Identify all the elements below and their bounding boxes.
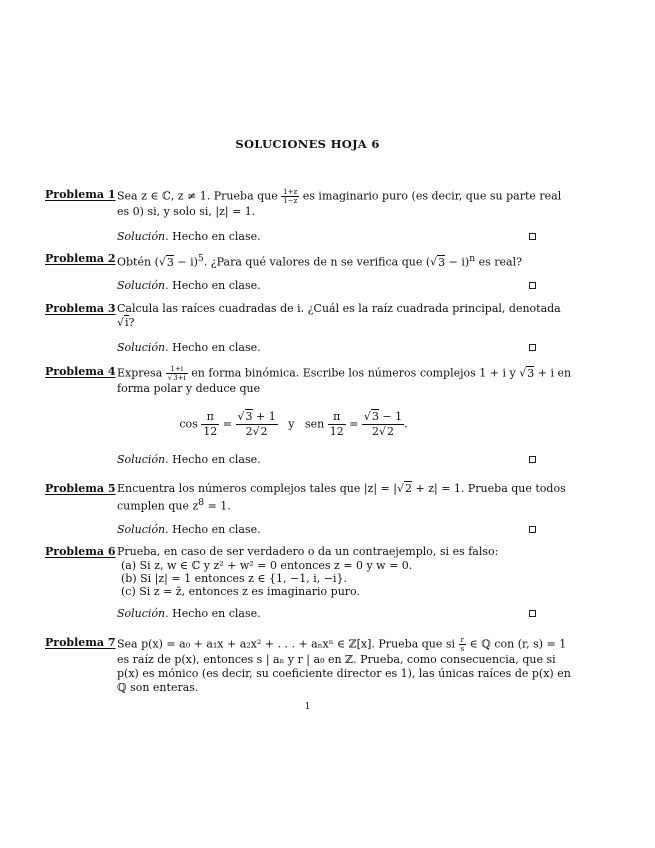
solution: Solución. Hecho en clase. bbox=[117, 279, 540, 293]
problem-statement: Encuentra los números complejos tales que |z| = |√2 + z| = 1. Prueba que todos cumplen que $z^8 = 1$. bbox=[117, 482, 566, 513]
problem-label: Problema 2 bbox=[45, 252, 116, 265]
problem-statement: Calcula las raíces cuadradas de i. ¿Cuál es la raíz cuadrada principal, denotada √i? bbox=[117, 302, 561, 329]
solution: Solución. Hecho en clase. bbox=[117, 341, 540, 355]
problem-label: Problema 7 bbox=[45, 636, 116, 649]
qed-square-icon bbox=[529, 344, 536, 351]
fraction: $\frac{1+z}{1-z}$ bbox=[283, 188, 298, 205]
problem-statement: Sea z ∈ ℂ, z ≠ 1. Prueba que $\frac{1+z}{1-z}$ es imaginario puro (es decir, que su parte real es 0) si, y solo si, |z| = 1. bbox=[117, 188, 562, 218]
problem-2 bbox=[45, 252, 540, 293]
qed-square-icon bbox=[529, 456, 536, 463]
problem-statement: Sea p(x) = a₀ + a₁x + a₂x² + . . . + aₙxⁿ ∈ ℤ[x]. Prueba que si $\frac{r}{s}$ ∈ ℚ con (r, s) = 1 es raíz de p(x), entonces s | aₙ y r | a₀ en ℤ. Prueba, como consecuencia, que si p(x) es mónico (es decir, su coeficiente director es 1), las únicas raíces de p(x) en ℚ son enteras. bbox=[117, 636, 571, 694]
display-equation: cos $\frac{\pi}{12}$ = $\frac{√3 + 1}{2√2}$ y sen $\frac{\pi}{12}$ = $\frac{√3 - 1}{2√2}$ . bbox=[179, 410, 408, 438]
qed-square-icon bbox=[529, 610, 536, 617]
page-title: SOLUCIONES HOJA 6 bbox=[235, 137, 380, 151]
problem-label: Problema 1 bbox=[45, 188, 116, 201]
list-item: (b) Si |z| = 1 entonces z ∈ {1, −1, i, −i}. bbox=[121, 572, 347, 585]
problem-statement: Prueba, en caso de ser verdadero o da un contraejemplo, si es falso: (a) Si z, w ∈ ℂ y z² + w² = 0 entonces z = 0 y w = 0. (b) Si |z| = 1 entonces z ∈ {1, −1, i, −i}. (c) Si z = z̄, entonces z es imaginario puro. bbox=[117, 545, 540, 598]
problem-label: Problema 5 bbox=[45, 482, 116, 495]
problem-4 bbox=[45, 365, 572, 467]
problem-7 bbox=[45, 636, 571, 695]
fraction: $\frac{1+i}{√3+i}$ bbox=[167, 365, 186, 382]
qed-square-icon bbox=[529, 526, 536, 533]
problem-statement: Obtén $(√3 - i)^5$. ¿Para qué valores de n se verifica que $(√3 - i)^n$ es real? bbox=[117, 253, 522, 269]
solution: Solución. Hecho en clase. bbox=[117, 230, 540, 244]
problem-5 bbox=[45, 482, 566, 537]
solution: Solución. Hecho en clase. bbox=[117, 453, 540, 467]
solution: Solución. Hecho en clase. bbox=[117, 523, 540, 537]
problem-6 bbox=[45, 545, 540, 621]
problem-3 bbox=[45, 302, 561, 355]
problem-statement: Expresa $\frac{1+i}{√3+i}$ en forma binómica. Escribe los números complejos 1 + i y √3 + i en forma polar y deduce que cos $\frac{\pi}{12}$ = $\frac{√3 + 1}{2√2}$ y sen $\frac{\pi}{12}$ = $\frac{√3 - 1}{2√2}$ . bbox=[117, 365, 572, 438]
fraction: $\frac{r}{s}$ bbox=[460, 636, 465, 653]
problem-label: Problema 3 bbox=[45, 302, 116, 315]
problem-label: Problema 4 bbox=[45, 365, 116, 378]
page-number: 1 bbox=[304, 702, 311, 712]
problem-label: Problema 6 bbox=[45, 545, 116, 558]
problem-1 bbox=[45, 188, 562, 244]
list-item: (c) Si z = z̄, entonces z es imaginario puro. bbox=[121, 585, 360, 598]
solution: Solución. Hecho en clase. bbox=[117, 607, 540, 621]
qed-square-icon bbox=[529, 233, 536, 240]
qed-square-icon bbox=[529, 282, 536, 289]
list-item: (a) Si z, w ∈ ℂ y z² + w² = 0 entonces z = 0 y w = 0. bbox=[121, 559, 413, 572]
